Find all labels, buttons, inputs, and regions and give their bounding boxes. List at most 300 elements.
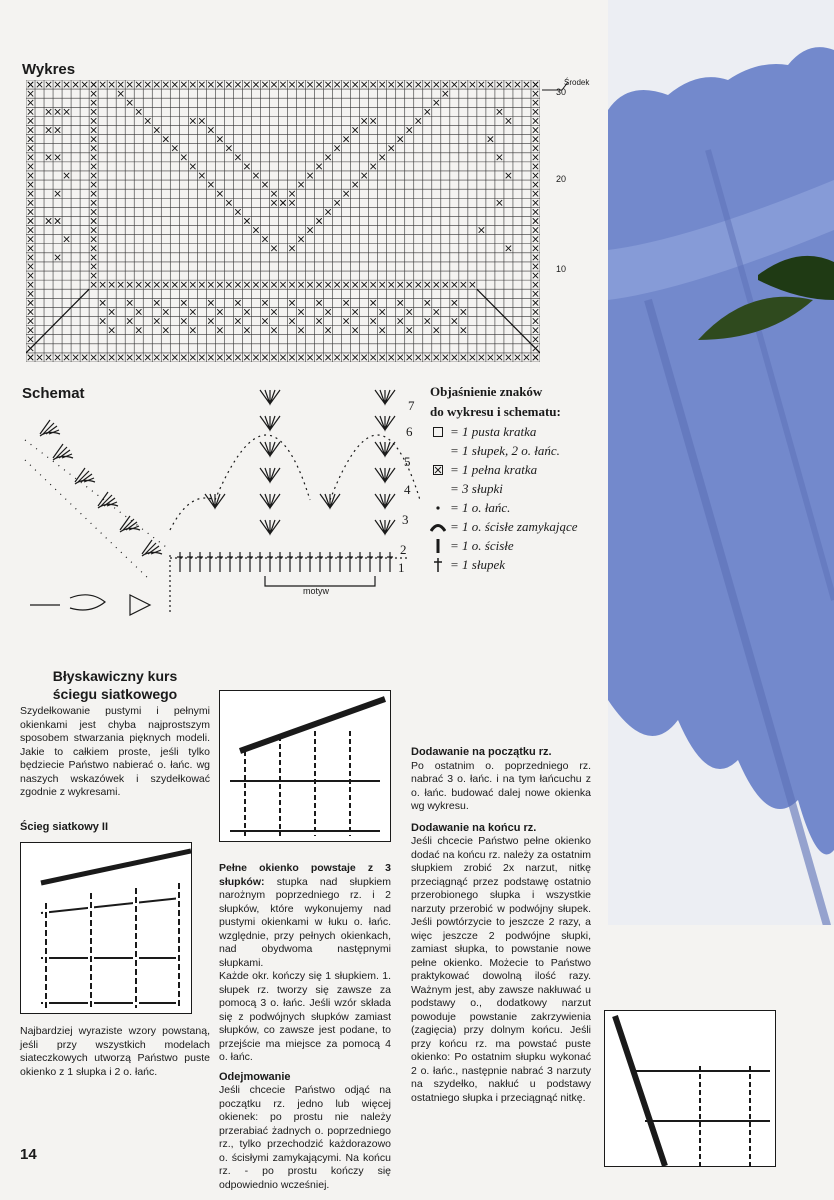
doily-photo [608, 0, 834, 925]
fan-stitch [260, 468, 280, 482]
filled-cell [343, 282, 348, 287]
filled-cell [352, 309, 357, 314]
filled-cell [271, 246, 276, 251]
filled-cell [289, 318, 294, 323]
filled-cell [127, 318, 132, 323]
filled-cell [416, 82, 421, 87]
filled-cell [352, 355, 357, 360]
filled-cell [73, 355, 78, 360]
filled-cell [524, 82, 529, 87]
filled-cell [407, 355, 412, 360]
filled-cell [379, 155, 384, 160]
filled-cell [226, 200, 231, 205]
filled-cell [533, 127, 538, 132]
filled-cell [226, 282, 231, 287]
filled-cell [307, 82, 312, 87]
filled-cell [46, 109, 51, 114]
filled-cell [28, 173, 33, 178]
filled-cell [28, 309, 33, 314]
filled-cell [361, 355, 366, 360]
filled-cell [497, 355, 502, 360]
filled-cell [253, 282, 258, 287]
filled-cell [533, 155, 538, 160]
stitch-cross [347, 552, 353, 572]
filled-cell [64, 109, 69, 114]
stitch-cross [227, 552, 233, 572]
filled-cell [136, 327, 141, 332]
filled-cell [479, 227, 484, 232]
filled-cell [28, 164, 33, 169]
stitch-cross [367, 552, 373, 572]
filled-cell [55, 109, 60, 114]
filled-cell [289, 282, 294, 287]
filled-cell [181, 155, 186, 160]
filled-cell [425, 300, 430, 305]
filled-cell [271, 309, 276, 314]
filled-cell [235, 318, 240, 323]
legend-heading: do wykresu i schematu: [430, 404, 561, 419]
filled-cell [334, 282, 339, 287]
filled-cell [389, 145, 394, 150]
filled-cell [416, 118, 421, 123]
fan-stitch [205, 494, 225, 508]
filled-cell [244, 82, 249, 87]
stitch-cross [267, 552, 273, 572]
filled-cell [515, 82, 520, 87]
filled-cell [289, 200, 294, 205]
filled-cell [136, 355, 141, 360]
filled-cell [443, 282, 448, 287]
filled-cell [533, 309, 538, 314]
filled-cell [172, 282, 177, 287]
filled-cell [289, 191, 294, 196]
filled-cell [28, 337, 33, 342]
filled-cell [91, 227, 96, 232]
filled-cell [316, 282, 321, 287]
filled-cell [55, 255, 60, 260]
filled-cell [434, 282, 439, 287]
filled-cell [28, 218, 33, 223]
add-end-illustration [605, 1011, 775, 1166]
filled-cell [506, 118, 511, 123]
filled-cell [28, 300, 33, 305]
filled-cell [262, 282, 267, 287]
filled-cell [343, 318, 348, 323]
filled-cell [416, 282, 421, 287]
stitch-heading: Ścieg siatkowy II [20, 821, 109, 833]
filled-cell [118, 282, 123, 287]
filled-cell [434, 309, 439, 314]
full-window-illustration [220, 691, 390, 841]
filled-cell [271, 191, 276, 196]
filled-cell [100, 282, 105, 287]
filled-cell [28, 255, 33, 260]
filled-cell [533, 355, 538, 360]
filled-cell [352, 327, 357, 332]
filled-cell [271, 282, 276, 287]
filled-cell [55, 82, 60, 87]
filled-cell [398, 136, 403, 141]
filled-cell [208, 182, 213, 187]
filled-cell [64, 173, 69, 178]
filled-cell [28, 327, 33, 332]
filled-cell [55, 355, 60, 360]
filled-cell [461, 82, 466, 87]
fan-stitch [375, 468, 395, 482]
filled-cell [370, 82, 375, 87]
filled-cell [136, 82, 141, 87]
filled-cell [370, 282, 375, 287]
filled-cell [470, 282, 475, 287]
filled-cell [488, 136, 493, 141]
filled-cell [379, 309, 384, 314]
filled-cell [407, 309, 412, 314]
fan-stitch [260, 416, 280, 430]
figure-mesh-stitch [20, 842, 192, 1014]
filled-cell [190, 118, 195, 123]
filled-cell [154, 318, 159, 323]
filled-cell [82, 355, 87, 360]
filled-cell [533, 209, 538, 214]
filled-cell [163, 327, 168, 332]
filled-cell [280, 282, 285, 287]
filled-cell [91, 155, 96, 160]
filled-cell [244, 355, 249, 360]
filled-cell [307, 173, 312, 178]
filled-cell [325, 209, 330, 214]
chart-grid [26, 80, 540, 362]
stitch-cross [217, 552, 223, 572]
filled-cell [91, 100, 96, 105]
filled-cell [533, 318, 538, 323]
crochet-chart [26, 80, 540, 362]
filled-cell [298, 309, 303, 314]
filled-cell [379, 82, 384, 87]
filled-cell [28, 291, 33, 296]
filled-cell [271, 327, 276, 332]
filled-cell [361, 82, 366, 87]
filled-cell [118, 82, 123, 87]
filled-cell [280, 82, 285, 87]
filled-cell [334, 355, 339, 360]
filled-cell [533, 200, 538, 205]
filled-cell [334, 200, 339, 205]
filled-cell [55, 127, 60, 132]
filled-cell [533, 337, 538, 342]
filled-cell [28, 355, 33, 360]
fan-stitch [375, 416, 395, 430]
filled-cell [28, 182, 33, 187]
filled-cell [91, 236, 96, 241]
filled-cell [91, 273, 96, 278]
filled-cell [28, 191, 33, 196]
filled-cell [334, 82, 339, 87]
filled-cell [217, 191, 222, 196]
filled-cell [289, 300, 294, 305]
filled-cell [136, 309, 141, 314]
filled-cell [163, 136, 168, 141]
filled-cell [163, 82, 168, 87]
filled-cell [253, 227, 258, 232]
filled-cell [271, 82, 276, 87]
filled-cell [316, 164, 321, 169]
filled-cell [100, 355, 105, 360]
filled-cell [316, 82, 321, 87]
filled-cell [298, 327, 303, 332]
filled-cell [461, 282, 466, 287]
filled-cell [533, 182, 538, 187]
filled-cell [497, 82, 502, 87]
filled-cell [425, 318, 430, 323]
legend-item: = 1 pusta kratka [430, 422, 600, 441]
filled-cell [28, 264, 33, 269]
filled-cell [533, 300, 538, 305]
filled-cell [28, 145, 33, 150]
filled-cell [316, 355, 321, 360]
stitch-cross [187, 552, 193, 572]
filled-cell [109, 327, 114, 332]
filled-cell [533, 246, 538, 251]
filled-cell [64, 355, 69, 360]
filled-cell [163, 355, 168, 360]
fan-stitch [260, 494, 280, 508]
filled-cell [235, 300, 240, 305]
stitch-cross [177, 552, 183, 572]
stitch-cross [297, 552, 303, 572]
filled-cell [452, 82, 457, 87]
stitch-cross [247, 552, 253, 572]
filled-cell [181, 355, 186, 360]
filled-cell [262, 182, 267, 187]
schema-row-number: 4 [404, 482, 411, 497]
schema-row-number: 1 [398, 560, 405, 575]
filled-cell [370, 118, 375, 123]
filled-cell [389, 82, 394, 87]
filled-cell [361, 173, 366, 178]
filled-cell [253, 173, 258, 178]
filled-cell [443, 355, 448, 360]
filled-cell [343, 300, 348, 305]
fan-stitch [260, 390, 280, 404]
filled-cell [533, 118, 538, 123]
filled-cell [452, 318, 457, 323]
filled-cell [262, 236, 267, 241]
filled-cell [217, 355, 222, 360]
figure-add-end [604, 1010, 776, 1167]
filled-cell [118, 91, 123, 96]
filled-cell [425, 109, 430, 114]
schema-diagram [20, 380, 420, 620]
filled-cell [325, 282, 330, 287]
fan-stitch [375, 390, 395, 404]
filled-cell [100, 318, 105, 323]
filled-cell [262, 318, 267, 323]
filled-cell [398, 300, 403, 305]
filled-cell [533, 191, 538, 196]
filled-cell [370, 355, 375, 360]
filled-cell [434, 355, 439, 360]
filled-cell [289, 355, 294, 360]
filled-cell [325, 82, 330, 87]
filled-cell [91, 173, 96, 178]
filled-cell [461, 355, 466, 360]
bar-icon [430, 539, 446, 553]
filled-cell [127, 282, 132, 287]
stitch-cross [307, 552, 313, 572]
filled-cell [91, 191, 96, 196]
filled-cell [190, 82, 195, 87]
filled-cell [271, 200, 276, 205]
filled-cell [533, 264, 538, 269]
filled-cell [172, 145, 177, 150]
filled-cell [91, 246, 96, 251]
filled-cell [398, 355, 403, 360]
filled-cell [533, 173, 538, 178]
filled-cell [64, 82, 69, 87]
filled-cell [506, 246, 511, 251]
filled-cell [533, 273, 538, 278]
fan-stitch [40, 420, 60, 436]
filled-cell [208, 282, 213, 287]
article-col1-bottom: Najbardziej wyraziste wzory powstaną, jeśli przy wszystkich modelach siateczkowych utworzą Państwo puste okienko z 1 słupka i 2 o. łańc. [20, 1025, 210, 1078]
filled-cell [127, 100, 132, 105]
filled-cell [91, 264, 96, 269]
stitch-cross [327, 552, 333, 572]
motif-label: motyw [303, 586, 330, 596]
filled-cell [190, 327, 195, 332]
filled-cell [506, 355, 511, 360]
filled-cell [361, 118, 366, 123]
fan-stitch [53, 444, 73, 460]
filled-cell [434, 82, 439, 87]
filled-cell [253, 355, 258, 360]
filled-cell [28, 82, 33, 87]
filled-cell [425, 82, 430, 87]
filled-cell [479, 82, 484, 87]
filled-cell [55, 191, 60, 196]
filled-cell [398, 282, 403, 287]
filled-cell [91, 355, 96, 360]
filled-cell [244, 282, 249, 287]
filled-cell [136, 282, 141, 287]
filled-cell [497, 155, 502, 160]
filled-cell [389, 355, 394, 360]
filled-cell [533, 136, 538, 141]
filled-cell [343, 82, 348, 87]
filled-cell [46, 155, 51, 160]
filled-cell [244, 327, 249, 332]
filled-cell [217, 82, 222, 87]
filled-cell [289, 246, 294, 251]
filled-cell [298, 282, 303, 287]
fan-stitch [375, 494, 395, 508]
page-number: 14 [20, 1146, 37, 1163]
filled-cell [307, 355, 312, 360]
legend-item: = 1 pełna kratka [430, 460, 600, 479]
legend-item: = 1 o. ścisłe zamykające [430, 517, 600, 536]
filled-cell [46, 127, 51, 132]
filled-cell [370, 300, 375, 305]
filled-cell [443, 91, 448, 96]
filled-cell [154, 127, 159, 132]
chart-row-number: 30 [556, 87, 567, 97]
filled-cell [379, 355, 384, 360]
legend-item: = 1 słupek, 2 o. łańc. [450, 442, 560, 458]
filled-cell [28, 109, 33, 114]
filled-cell [361, 282, 366, 287]
stitch-cross [207, 552, 213, 572]
filled-cell [280, 355, 285, 360]
filled-cell [91, 127, 96, 132]
legend-item: = 1 o. ścisłe [430, 536, 600, 555]
schema-title: Schemat [22, 385, 85, 402]
filled-cell [298, 236, 303, 241]
filled-cell [127, 300, 132, 305]
filled-cell [506, 82, 511, 87]
filled-cell [217, 309, 222, 314]
filled-cell [325, 327, 330, 332]
filled-cell [28, 91, 33, 96]
filled-cell [316, 218, 321, 223]
filled-cell [434, 100, 439, 105]
filled-cell [91, 182, 96, 187]
filled-cell [325, 155, 330, 160]
fan-stitch [375, 520, 395, 534]
filled-cell [407, 82, 412, 87]
filled-cell [262, 355, 267, 360]
filled-cell [217, 327, 222, 332]
stitch-cross [337, 552, 343, 572]
filled-cell [497, 200, 502, 205]
filled-cell [91, 82, 96, 87]
filled-cell [154, 300, 159, 305]
filled-cell [244, 309, 249, 314]
fan-stitch [120, 516, 140, 532]
filled-cell [109, 355, 114, 360]
filled-cell [181, 300, 186, 305]
article-intro: Szydełkowanie pustymi i pełnymi okienkami jest chyba najprostszym sposobem stwarzania pięknych modeli. Jakie to całkiem proste, jeśli tylko będziecie Państwo nabierać o. łańc. wg naszych wskazówek i szydełkować zgodnie z wykresami. [20, 705, 210, 798]
empty-square-icon [430, 427, 446, 437]
filled-cell [416, 355, 421, 360]
filled-cell [118, 355, 123, 360]
schema-row-number: 2 [400, 542, 407, 557]
fan-stitch [260, 442, 280, 456]
filled-cell [452, 355, 457, 360]
legend-heading: Objaśnienie znaków [430, 384, 543, 399]
filled-cell [370, 164, 375, 169]
filled-cell [91, 164, 96, 169]
filled-cell [307, 282, 312, 287]
filled-cell [343, 191, 348, 196]
filled-cell [28, 209, 33, 214]
filled-cell [316, 318, 321, 323]
filled-cell [28, 246, 33, 251]
filled-cell [136, 109, 141, 114]
filled-cell [407, 282, 412, 287]
filled-cell [533, 109, 538, 114]
filled-cell [91, 218, 96, 223]
filled-cell [398, 82, 403, 87]
fan-stitch [260, 520, 280, 534]
filled-cell [533, 327, 538, 332]
filled-cell [127, 82, 132, 87]
schema-row-number: 6 [406, 424, 413, 439]
legend-item: = 3 słupki [450, 480, 503, 496]
schema-row-number: 3 [402, 512, 409, 527]
legend-item: = 1 o. łańc. [430, 498, 600, 517]
filled-cell [181, 82, 186, 87]
article-col3: Dodawanie na początku rz. Po ostatnim o. poprzedniego rz. nabrać 3 o. łańc. i na tym łańcuchu z o. łańc. budować dalej nowe okienka wg wykresu. Dodawanie na końcu rz. Jeśli chcecie Państwo pełne okienko dodać na końcu rz. należy za ostatnim słupkiem zrobić 2x narzut, nitkę przeciągnąć przez podstawę ostatnio przerobionego słupka i wszystkie narzuty przerobić w podwójny słupek. Jeśli powtórzycie to jeszcze 2 razy, a więc jeszcze 2 podwójne słupki, zamiast słupka, to powstanie nowe pełne okienko. Możecie to Państwo praktykować dowolną ilość razy. Ważnym jest, aby zawsze nakłuwać u podstawy o., dodatkowy narzut powoduje powstanie zakrzywienia (zagięcia) przy dolnym końcu. Jeśli przy końcu rz. ma powstać puste okienko: Po ostatnim słupku wykonać 2 o. łańc., następnie nabrać 3 narzuty na szydełko, nakłuć u podstawy ostatniego słupka i przeciągnąć nitkę. [411, 746, 591, 1104]
